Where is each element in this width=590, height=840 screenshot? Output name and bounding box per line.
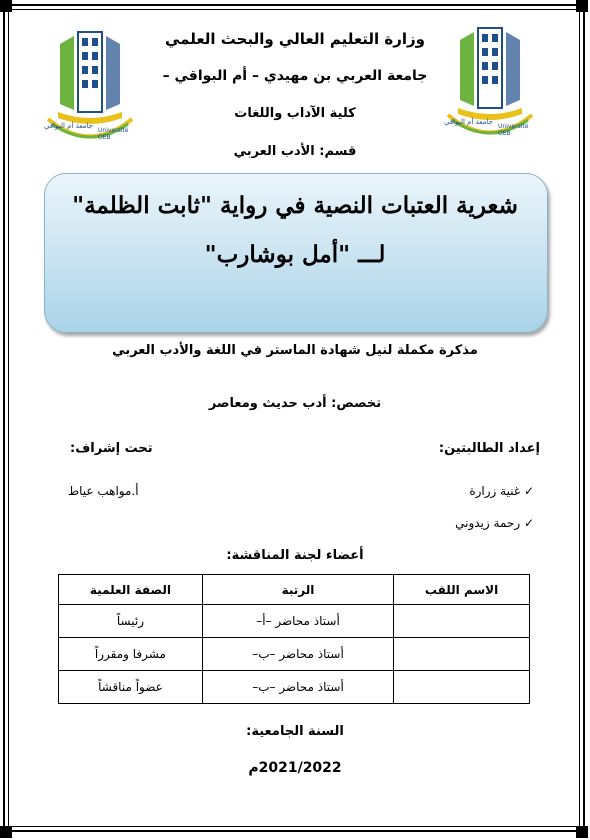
table-cell	[394, 671, 530, 704]
table-cell: مشرفا ومقرراً	[59, 638, 203, 671]
ministry-name: وزارة التعليم العالي والبحث العلمي	[164, 30, 426, 48]
corner-ornament	[576, 826, 588, 838]
academic-year-value: 2021/2022م	[248, 760, 342, 776]
table-cell	[394, 605, 530, 638]
corner-ornament	[0, 0, 12, 12]
table-cell: أستاذ محاضر –ب–	[202, 638, 393, 671]
column-header: الاسم اللقب	[394, 575, 530, 605]
corner-ornament	[576, 0, 588, 12]
supervisor-name: أ.مواهب عياط	[68, 484, 139, 498]
thesis-title-line1: شعرية العتبات النصية في رواية "ثابت الظلمة"	[72, 192, 518, 219]
column-header: الرتبة	[202, 575, 393, 605]
supervisor-label: تحت إشراف:	[70, 441, 153, 456]
column-header: الصفة العلمية	[59, 575, 203, 605]
checkmark-icon: ✓	[523, 484, 534, 498]
specialty: تخصص: أدب حديث ومعاصر	[208, 396, 382, 411]
table-cell: أستاذ محاضر –ب–	[202, 671, 393, 704]
table-cell	[394, 638, 530, 671]
table-cell: رئيساً	[59, 605, 203, 638]
checkmark-icon: ✓	[523, 516, 534, 530]
student-name: رحمة زيدوني	[455, 516, 521, 530]
academic-year-label: السنة الجامعية:	[246, 724, 344, 739]
thesis-title-line2: لـــ "أمل بوشارب"	[204, 241, 386, 268]
table-cell: عضواً مناقشاً	[59, 671, 203, 704]
corner-ornament	[0, 826, 12, 838]
thesis-subtitle: مذكرة مكملة لنيل شهادة الماستر في اللغة والأدب العربي	[112, 343, 478, 358]
table-row	[59, 605, 530, 638]
faculty-name: كلية الآداب واللغات	[234, 106, 356, 121]
table-header-row	[59, 575, 530, 605]
students-label: إعداد الطالبتين:	[438, 441, 540, 456]
logo-caption-arabic: جامعة أم البواقي	[444, 118, 493, 126]
table-row	[59, 671, 530, 704]
university-name: جامعة العربي بن مهيدي – أم البواقي –	[162, 68, 428, 84]
jury-table	[58, 574, 530, 704]
jury-label: أعضاء لجنة المناقشة:	[226, 548, 364, 563]
student-name: غنية زرارة	[469, 484, 521, 498]
table-cell: أستاذ محاضر –أ–	[202, 605, 393, 638]
logo-caption-latin: Université OEB	[498, 123, 529, 137]
logo-caption-latin: Université OEB	[98, 127, 129, 141]
student-item	[455, 516, 534, 530]
department-name: قسم: الأدب العربي	[233, 144, 357, 159]
table-row	[59, 638, 530, 671]
logo-caption-arabic: جامعة أم البواقي	[44, 122, 93, 130]
student-item	[469, 484, 534, 498]
